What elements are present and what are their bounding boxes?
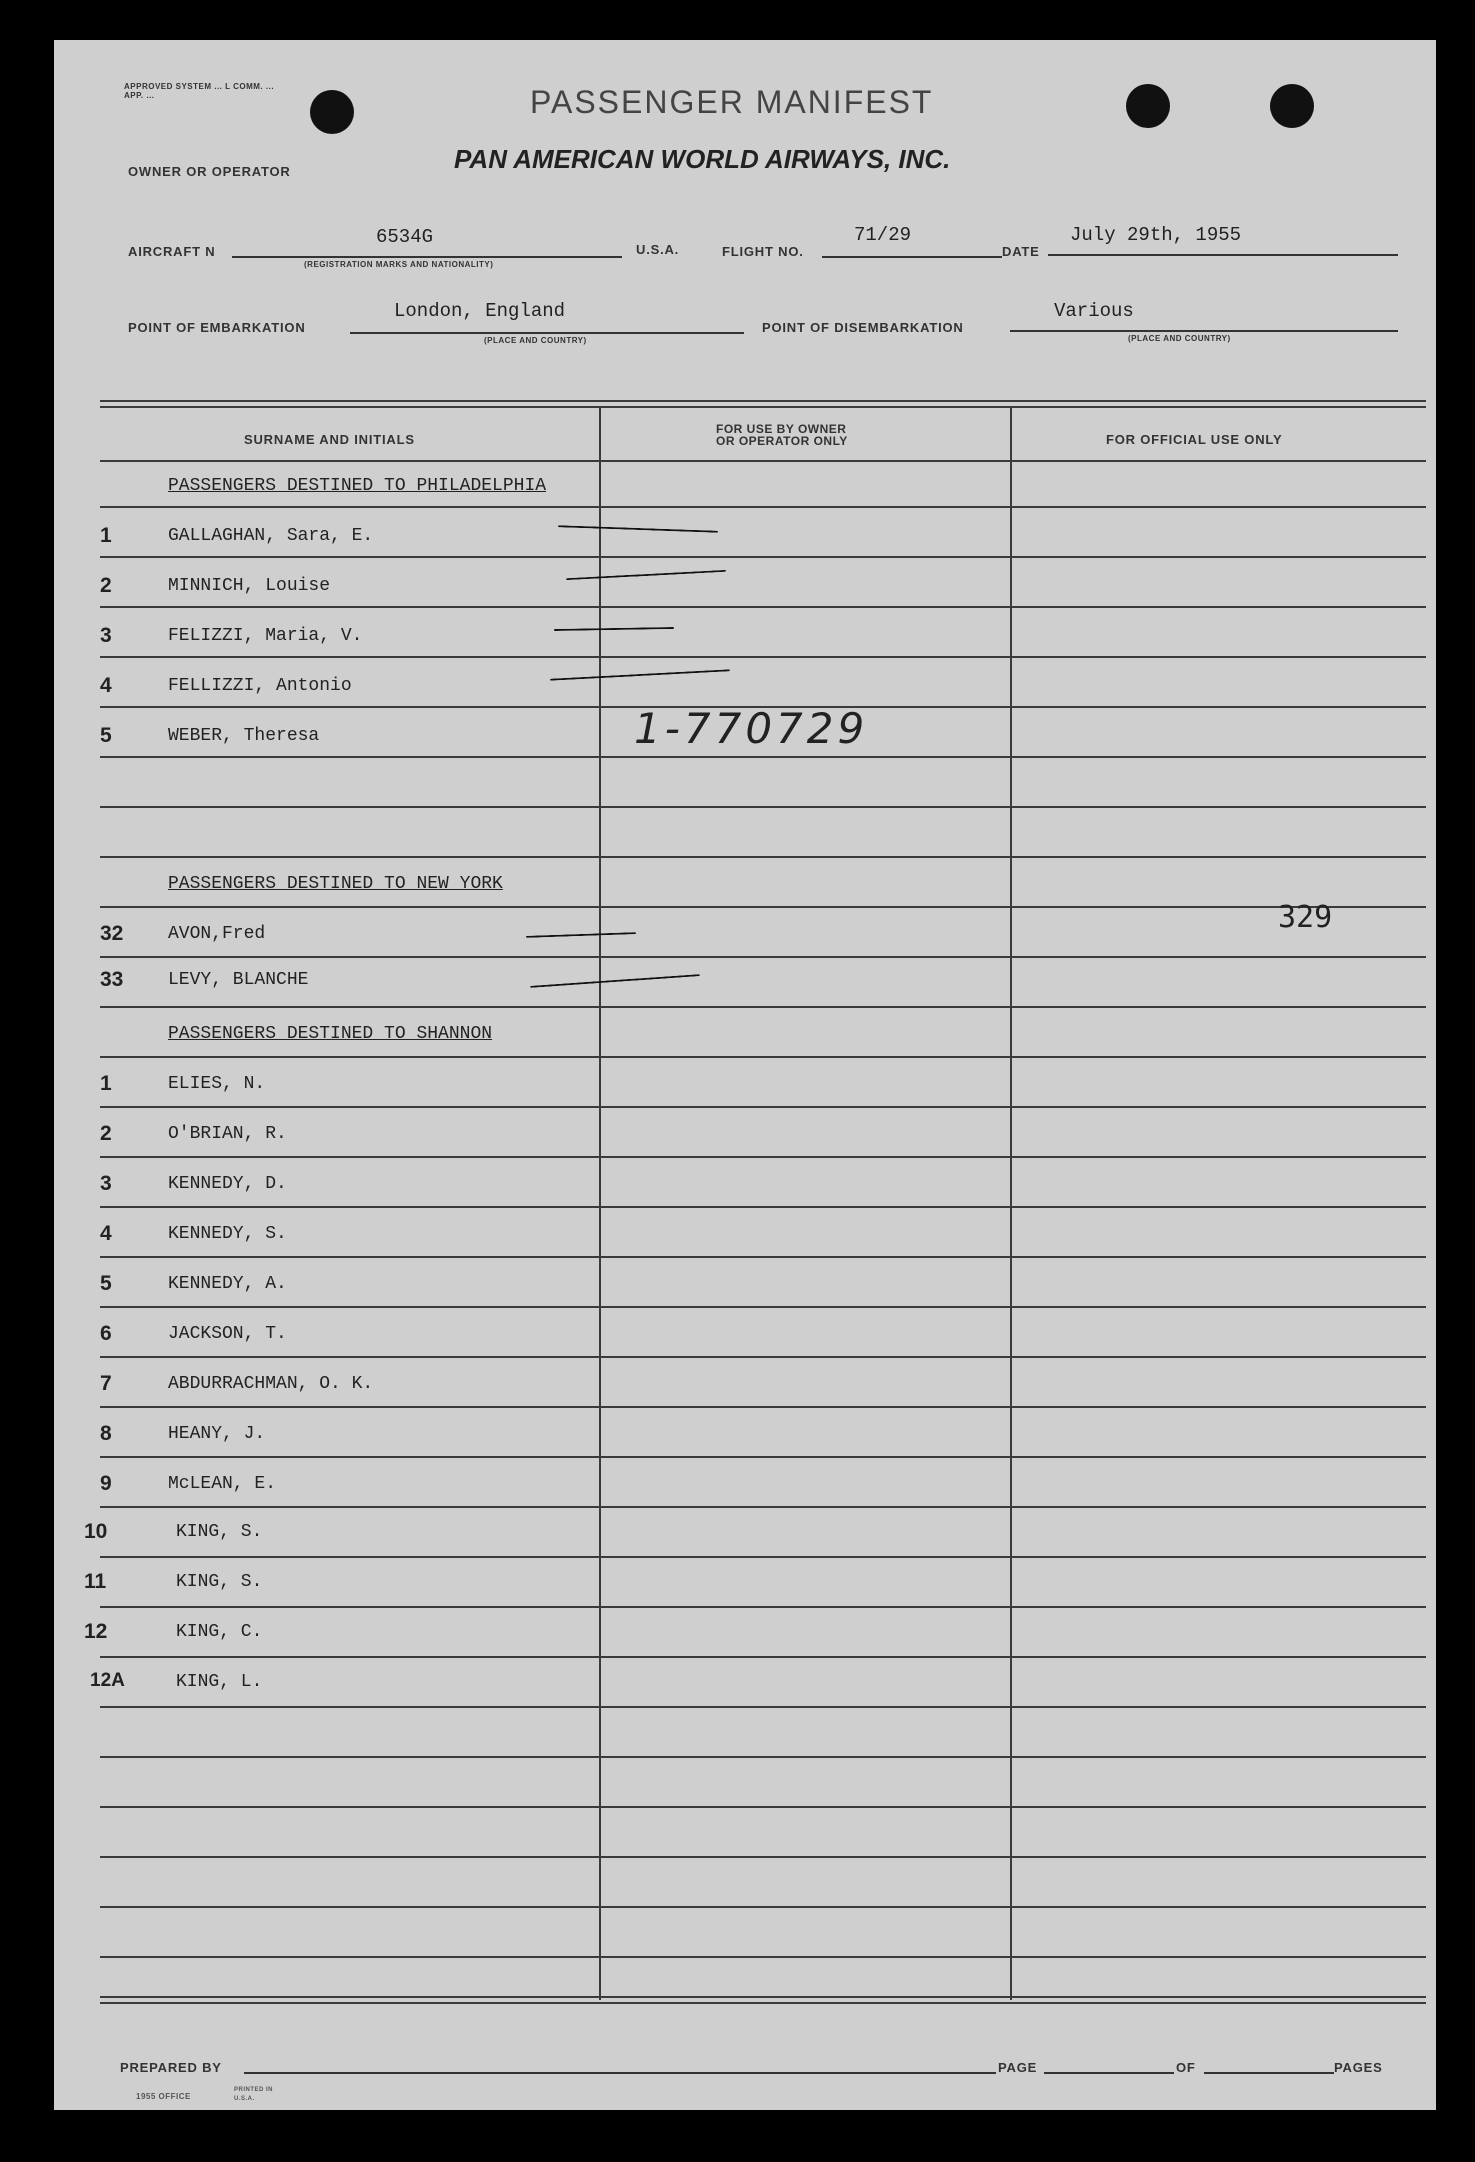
- row-number: 11: [84, 1570, 107, 1593]
- owner-label: OWNER OR OPERATOR: [128, 164, 291, 179]
- table-top-border-2: [100, 406, 1426, 408]
- manifest-sheet: [54, 40, 1436, 2110]
- row-line: [100, 1406, 1426, 1408]
- flight-label: FLIGHT NO.: [722, 244, 804, 259]
- row-line: [100, 1956, 1426, 1958]
- passenger-name: KING, S.: [176, 1572, 263, 1592]
- row-line: [100, 606, 1426, 608]
- row-line: [100, 1006, 1426, 1008]
- printed-mark: PRINTED IN U.S.A.: [234, 2087, 274, 2102]
- row-number: 5: [100, 724, 112, 747]
- row-line: [100, 656, 1426, 658]
- row-number: 5: [100, 1272, 112, 1295]
- passenger-name: ABDURRACHMAN, O. K.: [168, 1374, 374, 1394]
- passenger-name: McLEAN, E.: [168, 1474, 277, 1494]
- official-stamp-number: 329: [1278, 900, 1333, 935]
- handwritten-dash: [526, 932, 636, 938]
- punch-hole-right-2: [1270, 84, 1314, 128]
- column-divider-2: [1010, 406, 1012, 2000]
- row-line: [100, 1356, 1426, 1358]
- passenger-name: KING, C.: [176, 1622, 263, 1642]
- row-number: 10: [84, 1520, 108, 1543]
- disembark-underline: [1010, 330, 1398, 332]
- of-label: OF: [1176, 2060, 1196, 2075]
- aircraft-sublabel: (REGISTRATION MARKS AND NATIONALITY): [304, 260, 494, 269]
- row-line: [100, 506, 1426, 508]
- embark-sublabel: (PLACE AND COUNTRY): [484, 336, 587, 345]
- passenger-name: WEBER, Theresa: [168, 726, 320, 746]
- passenger-name: FELIZZI, Maria, V.: [168, 626, 363, 646]
- row-line: [100, 1456, 1426, 1458]
- row-number: 9: [100, 1472, 112, 1495]
- row-number: 4: [100, 674, 112, 697]
- row-number: 4: [100, 1222, 112, 1245]
- date-underline: [1048, 254, 1398, 256]
- col-header-owner-1: FOR USE BY OWNER: [716, 422, 847, 436]
- printer-note: 1955 OFFICE: [136, 2092, 191, 2101]
- date-value: July 29th, 1955: [1070, 224, 1242, 246]
- page-title: PASSENGER MANIFEST: [530, 84, 934, 120]
- row-number: 12: [84, 1620, 108, 1643]
- punch-hole-right-1: [1126, 84, 1170, 128]
- column-divider-1: [599, 406, 601, 2000]
- handwritten-dash: [554, 627, 674, 631]
- row-number: 3: [100, 1172, 112, 1195]
- handwritten-number: 1-770729: [634, 704, 869, 753]
- passenger-name: LEVY, BLANCHE: [168, 970, 309, 990]
- table-top-border: [100, 400, 1426, 402]
- passenger-name: KING, L.: [176, 1672, 263, 1692]
- row-line: [100, 1106, 1426, 1108]
- header-divider: [100, 460, 1426, 462]
- pages-label: PAGES: [1334, 2060, 1383, 2075]
- prepared-label: PREPARED BY: [120, 2060, 222, 2075]
- row-line: [100, 1606, 1426, 1608]
- embark-label: POINT OF EMBARKATION: [128, 320, 306, 335]
- passenger-name: KING, S.: [176, 1522, 263, 1542]
- table-bottom-border-2: [100, 2002, 1426, 2004]
- row-line: [100, 1806, 1426, 1808]
- passenger-name: JACKSON, T.: [168, 1324, 287, 1344]
- row-line: [100, 1256, 1426, 1258]
- passenger-name: AVON,Fred: [168, 924, 266, 944]
- flight-value: 71/29: [854, 224, 912, 246]
- col-header-official: FOR OFFICIAL USE ONLY: [1106, 432, 1283, 447]
- col-header-owner-2: OR OPERATOR ONLY: [716, 434, 848, 448]
- handwritten-dash: [566, 570, 726, 580]
- aircraft-underline: [232, 256, 622, 258]
- row-line: [100, 906, 1426, 908]
- row-number: 7: [100, 1372, 112, 1395]
- row-line: [100, 956, 1426, 958]
- date-label: DATE: [1002, 244, 1040, 259]
- row-number: 3: [100, 624, 112, 647]
- table-bottom-border: [100, 1996, 1426, 1998]
- passenger-name: FELLIZZI, Antonio: [168, 676, 352, 696]
- handwritten-dash: [558, 525, 718, 533]
- disembark-label: POINT OF DISEMBARKATION: [762, 320, 964, 335]
- section-shannon: PASSENGERS DESTINED TO SHANNON: [168, 1024, 493, 1044]
- page-label: PAGE: [998, 2060, 1038, 2075]
- row-number: 32: [100, 922, 124, 945]
- section-philadelphia: PASSENGERS DESTINED TO PHILADELPHIA: [168, 476, 547, 496]
- embark-value: London, England: [394, 300, 566, 322]
- row-number: 33: [100, 968, 124, 991]
- row-number: 2: [100, 574, 112, 597]
- passenger-name: ELIES, N.: [168, 1074, 266, 1094]
- row-number: 8: [100, 1422, 112, 1445]
- section-new-york: PASSENGERS DESTINED TO NEW YORK: [168, 874, 503, 894]
- page-underline: [1044, 2072, 1174, 2074]
- disembark-value: Various: [1054, 300, 1134, 322]
- punch-hole-left: [310, 90, 354, 134]
- owner-value: PAN AMERICAN WORLD AIRWAYS, INC.: [454, 144, 951, 174]
- passenger-name: O'BRIAN, R.: [168, 1124, 287, 1144]
- passenger-name: HEANY, J.: [168, 1424, 266, 1444]
- embark-underline: [350, 332, 744, 334]
- aircraft-value: 6534G: [376, 226, 434, 248]
- row-line: [100, 1306, 1426, 1308]
- row-number: 1: [100, 1072, 112, 1095]
- passenger-name: KENNEDY, A.: [168, 1274, 287, 1294]
- handwritten-dash: [550, 669, 730, 680]
- row-number: 1: [100, 524, 112, 547]
- col-header-surname: SURNAME AND INITIALS: [244, 432, 415, 447]
- passenger-name: MINNICH, Louise: [168, 576, 331, 596]
- row-line: [100, 806, 1426, 808]
- usa-label: U.S.A.: [636, 242, 680, 257]
- row-line: [100, 1556, 1426, 1558]
- passenger-name: GALLAGHAN, Sara, E.: [168, 526, 374, 546]
- row-line: [100, 1506, 1426, 1508]
- passenger-name: KENNEDY, D.: [168, 1174, 287, 1194]
- row-line: [100, 1856, 1426, 1858]
- row-line: [100, 1656, 1426, 1658]
- row-number: 2: [100, 1122, 112, 1145]
- row-line: [100, 1906, 1426, 1908]
- row-number: 6: [100, 1322, 112, 1345]
- row-number: 12A: [90, 1670, 125, 1691]
- prepared-underline: [244, 2072, 996, 2074]
- row-line: [100, 1056, 1426, 1058]
- row-line: [100, 556, 1426, 558]
- approval-note: APPROVED SYSTEM ... L COMM. ... APP. ...: [124, 82, 275, 100]
- row-line: [100, 1706, 1426, 1708]
- of-underline: [1204, 2072, 1334, 2074]
- row-line: [100, 1156, 1426, 1158]
- disembark-sublabel: (PLACE AND COUNTRY): [1128, 334, 1231, 343]
- aircraft-label: AIRCRAFT N: [128, 244, 216, 259]
- flight-underline: [822, 256, 1002, 258]
- row-line: [100, 856, 1426, 858]
- passenger-name: KENNEDY, S.: [168, 1224, 287, 1244]
- handwritten-dash: [530, 974, 700, 988]
- row-line: [100, 1756, 1426, 1758]
- row-line: [100, 756, 1426, 758]
- row-line: [100, 1206, 1426, 1208]
